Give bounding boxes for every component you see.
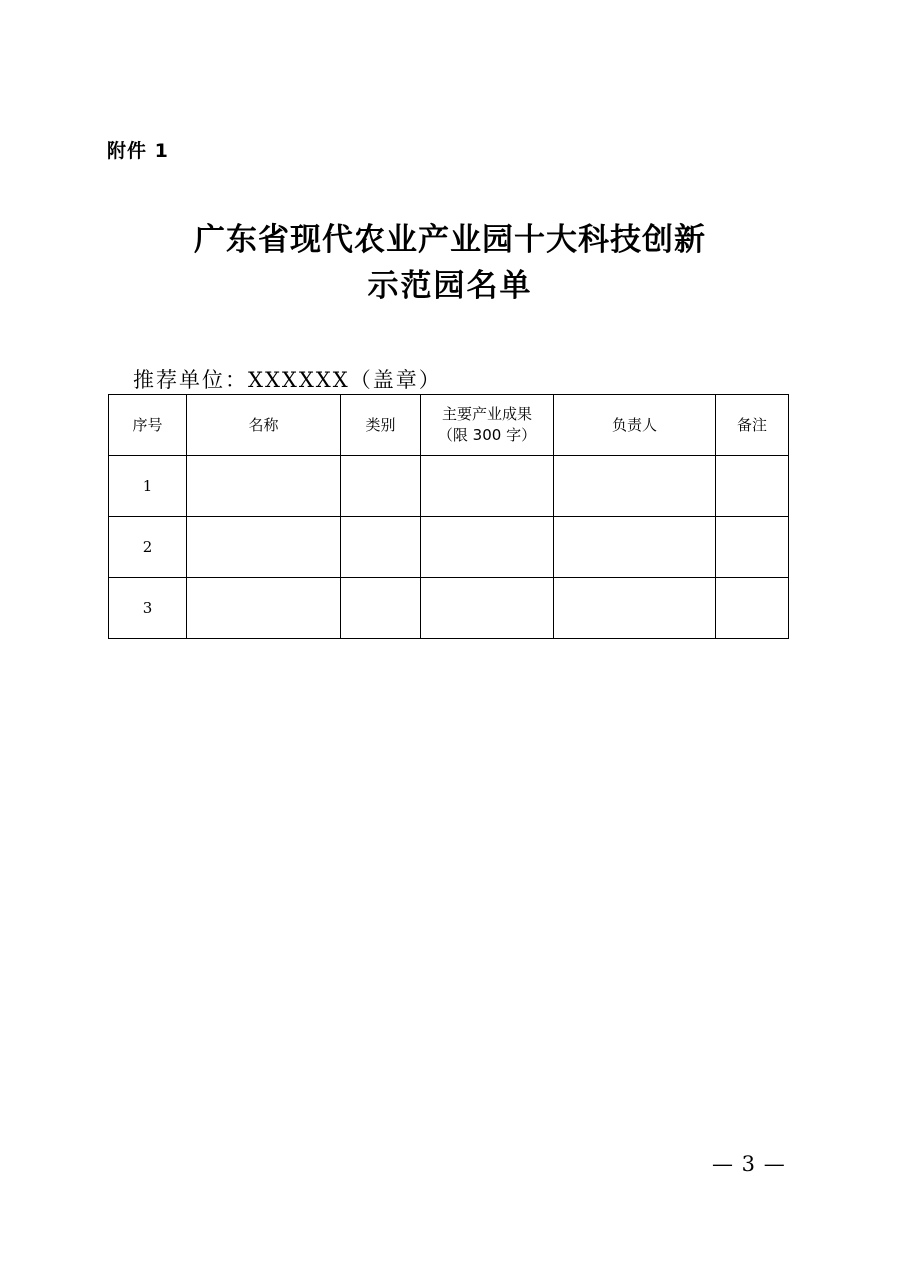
header-index: 序号 [109,395,187,456]
header-achievements-limit: （限 300 字） [437,426,537,444]
attachment-label: 附件 1 [107,140,169,162]
table-row [109,456,789,517]
cell-remarks [716,578,789,639]
demo-park-list-table [108,394,789,639]
header-achievements [421,395,554,456]
table-row [109,517,789,578]
cell-name [187,517,341,578]
recommend-unit: 推荐单位：XXXXXX（盖章） [133,368,442,392]
cell-category [341,578,421,639]
cell-remarks [716,517,789,578]
table-row [109,578,789,639]
cell-person [554,578,716,639]
cell-name [187,456,341,517]
document-title-line-1: 广东省现代农业产业园十大科技创新 [194,222,706,258]
cell-person [554,456,716,517]
header-achievements-main: 主要产业成果 [441,405,532,423]
cell-achievements [421,456,554,517]
cell-category [341,517,421,578]
cell-achievements [421,517,554,578]
cell-achievements [421,578,554,639]
cell-index: 1 [109,456,187,517]
header-remarks: 备注 [716,395,789,456]
cell-person [554,517,716,578]
cell-category [341,456,421,517]
header-person: 负责人 [554,395,716,456]
header-name: 名称 [187,395,341,456]
page-number: — 3 — [712,1152,786,1176]
document-title-line-2: 示范园名单 [367,268,533,304]
cell-name [187,578,341,639]
header-category: 类别 [341,395,421,456]
table-header-row [109,395,789,456]
cell-remarks [716,456,789,517]
cell-index: 3 [109,578,187,639]
cell-index: 2 [109,517,187,578]
